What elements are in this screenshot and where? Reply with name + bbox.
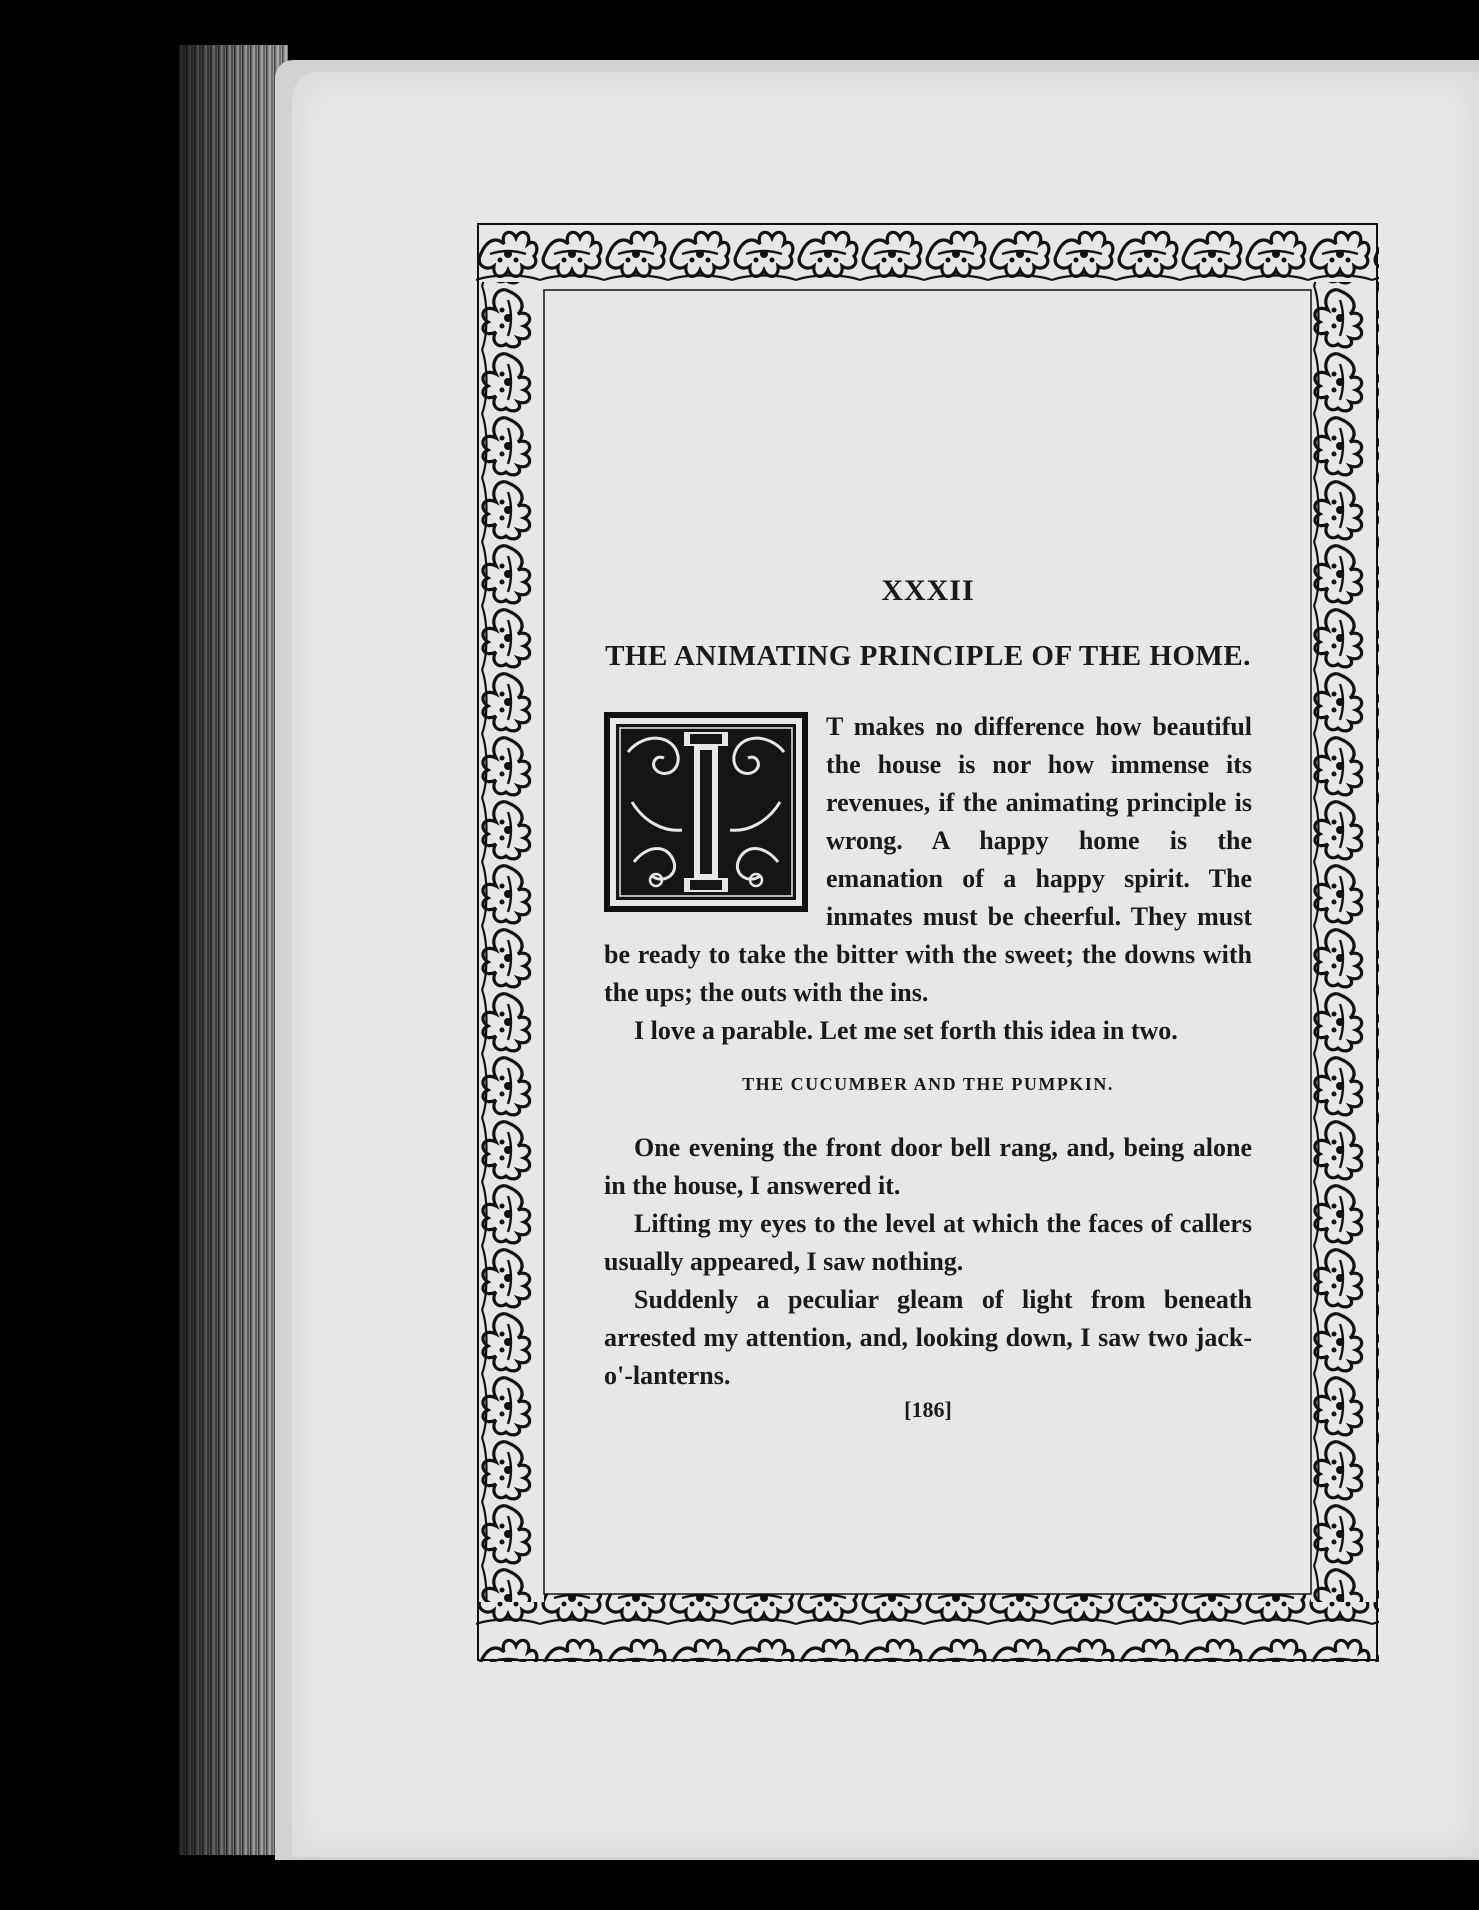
opening-paragraph: T makes no difference how beautiful the house is nor how immense its revenues, if the animating principle is wrong. A happy home is the emanation of a happy spirit. The inmates must be cheerful. They must be ready to take the bitter with the sweet; the downs with the ups; the outs with the ins. [604, 712, 1252, 1007]
chapter-number: XXXII [881, 574, 975, 607]
page-number: [186] [904, 1397, 952, 1422]
chapter-title: THE ANIMATING PRINCIPLE OF THE HOME. [605, 640, 1251, 672]
paragraph: Lifting my eyes to the level at which the faces of callers usually appeared, I saw nothing. [604, 1209, 1252, 1276]
book-page-edges [178, 45, 288, 1855]
ornamental-frame [476, 222, 1379, 1662]
opening-section [604, 708, 1252, 1012]
paragraph: Suddenly a peculiar gleam of light from beneath arrested my attention, and, looking down, I saw two jack-o'-lanterns. [604, 1285, 1252, 1390]
paragraph: I love a parable. Let me set forth this idea in two. [634, 1016, 1178, 1045]
paragraph: One evening the front door bell rang, and, being alone in the house, I answered it. [604, 1133, 1252, 1200]
ornamental-initial-icon [604, 712, 808, 912]
chapter-text [604, 574, 1252, 1423]
story-title: THE CUCUMBER AND THE PUMPKIN. [742, 1074, 1114, 1094]
